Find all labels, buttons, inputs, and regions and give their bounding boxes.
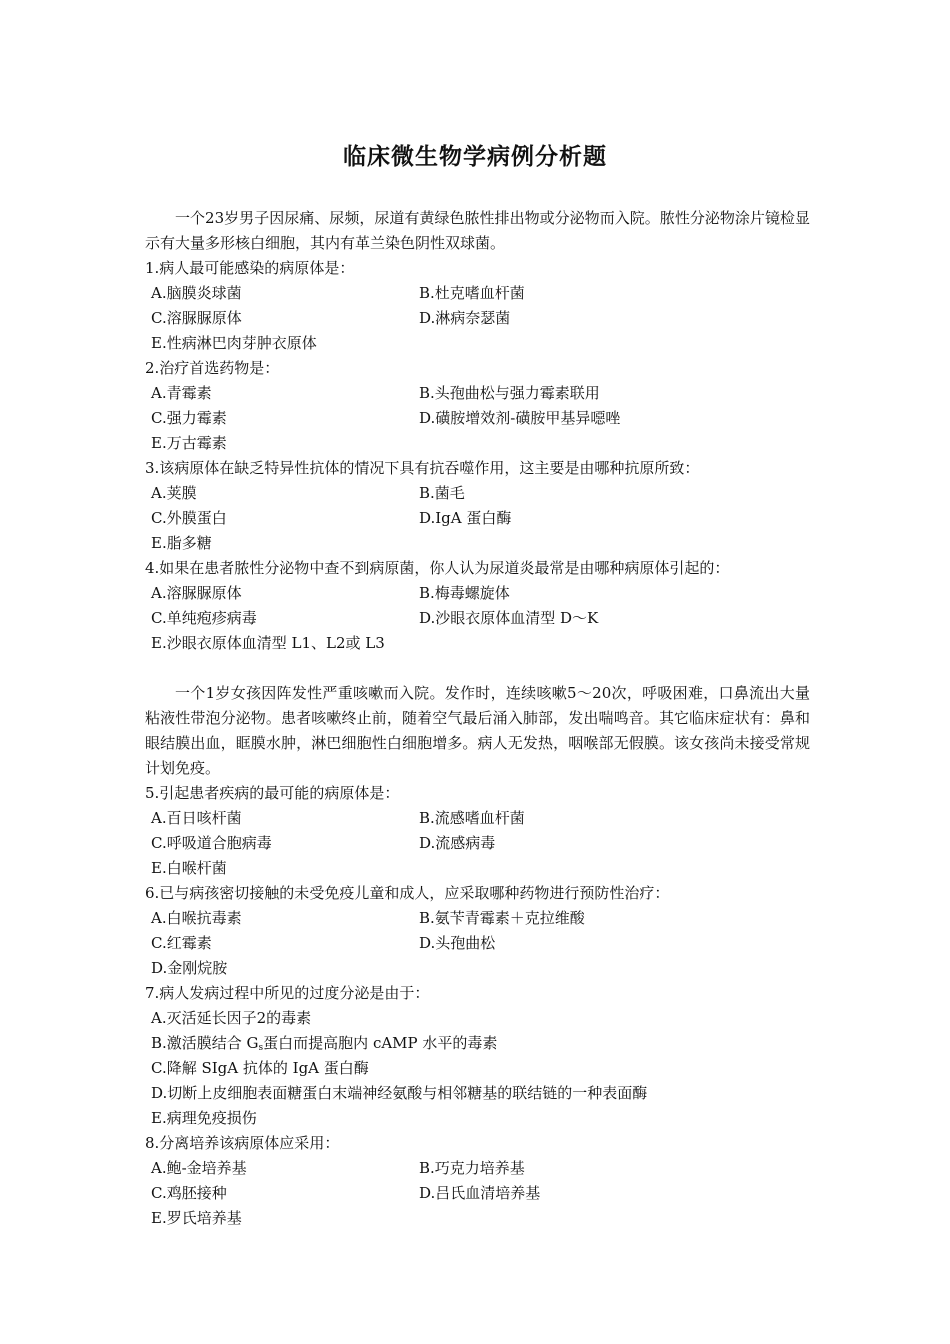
option-e: E.病理免疫损伤 [151, 1109, 257, 1127]
question-7: 7.病人发病过程中所见的过度分泌是由于： [145, 984, 430, 1002]
question-1-options [145, 281, 810, 356]
option-e: E.白喉杆菌 [151, 859, 227, 877]
option-e: E.罗氏培养基 [151, 1209, 242, 1227]
question-3-options [145, 481, 810, 556]
option-c: C.强力霉素 [151, 409, 227, 427]
question-5-options [145, 806, 810, 881]
document-body [145, 206, 810, 1231]
option-d: D.吕氏血清培养基 [419, 1184, 541, 1202]
option-d: D.流感病毒 [419, 834, 496, 852]
option-b: B.流感嗜血杆菌 [419, 809, 525, 827]
option-a: A.灭活延长因子2的毒素 [151, 1009, 312, 1027]
question-2-options [145, 381, 810, 456]
option-a: A.白喉抗毒素 [151, 909, 242, 927]
option-d: D.沙眼衣原体血清型 D～K [419, 609, 599, 627]
option-c: C.呼吸道合胞病毒 [151, 834, 272, 852]
question-6-options [145, 906, 810, 981]
option-b [151, 1031, 810, 1056]
option-a: A.青霉素 [151, 384, 212, 402]
option-a: A.百日咳杆菌 [151, 809, 242, 827]
question-5: 5.引起患者疾病的最可能的病原体是： [145, 784, 400, 802]
section-spacer [145, 656, 810, 681]
option-c: C.鸡胚接种 [151, 1184, 227, 1202]
option-a: A.脑膜炎球菌 [151, 284, 242, 302]
question-7-options [145, 1006, 810, 1131]
question-4-options [145, 581, 810, 656]
option-c: C.降解 SIgA 抗体的 IgA 蛋白酶 [151, 1059, 369, 1077]
option-b: B.菌毛 [419, 484, 465, 502]
question-8: 8.分离培养该病原体应采用： [145, 1134, 340, 1152]
option-d: D.IgA 蛋白酶 [419, 509, 512, 527]
option-c: C.单纯疱疹病毒 [151, 609, 257, 627]
option-d: D.切断上皮细胞表面糖蛋白末端神经氨酸与相邻糖基的联结链的一种表面酶 [151, 1084, 648, 1102]
option-c: C.溶脲脲原体 [151, 309, 242, 327]
option-a: A.鲍-金培养基 [151, 1159, 247, 1177]
option-b: B.杜克嗜血杆菌 [419, 284, 525, 302]
option-c: C.外膜蛋白 [151, 509, 227, 527]
option-d: D.头孢曲松 [419, 934, 496, 952]
question-2: 2.治疗首选药物是： [145, 359, 280, 377]
option-e: E.性病淋巴肉芽肿衣原体 [151, 334, 317, 352]
option-a: A.溶脲脲原体 [151, 584, 242, 602]
question-8-options [145, 1156, 810, 1231]
option-b-text-start: B.激活膜结合 G [151, 1034, 259, 1052]
option-e: E.脂多糖 [151, 534, 212, 552]
option-e: E.万古霉素 [151, 434, 227, 452]
option-c: C.红霉素 [151, 934, 212, 952]
option-d: D.磺胺增效剂-磺胺甲基异噁唑 [419, 409, 621, 427]
option-e: E.沙眼衣原体血清型 L1、L2或 L3 [151, 634, 385, 652]
question-4: 4.如果在患者脓性分泌物中查不到病原菌，你人认为尿道炎最常是由哪种病原体引起的： [145, 559, 730, 577]
question-1: 1.病人最可能感染的病原体是： [145, 259, 355, 277]
option-b-subscript: s [258, 1043, 264, 1053]
option-b: B.梅毒螺旋体 [419, 584, 510, 602]
case2-intro: 一个1岁女孩因阵发性严重咳嗽而入院。发作时，连续咳嗽5～20次，呼吸困难，口鼻流出大量粘液性带泡分泌物。患者咳嗽终止前，随着空气最后涌入肺部，发出喘鸣音。其它临床症状有：鼻和眼结膜出血，眶膜水肿，淋巴细胞性白细胞增多。病人无发热，咽喉部无假膜。该女孩尚未接受常规计划免疫。 [145, 684, 810, 777]
option-b: B.氨苄青霉素＋克拉维酸 [419, 909, 585, 927]
option-b-text-end: 蛋白而提高胞内 cAMP 水平的毒素 [263, 1034, 498, 1052]
case1-intro: 一个23岁男子因尿痛、尿频，尿道有黄绿色脓性排出物或分泌物而入院。脓性分泌物涂片镜检显示有大量多形核白细胞，其内有革兰染色阴性双球菌。 [145, 209, 810, 252]
option-a: A.荚膜 [151, 484, 197, 502]
question-3: 3.该病原体在缺乏特异性抗体的情况下具有抗吞噬作用，这主要是由哪种抗原所致： [145, 459, 700, 477]
option-b: B.头孢曲松与强力霉素联用 [419, 384, 600, 402]
question-6: 6.已与病孩密切接触的未受免疫儿童和成人，应采取哪种药物进行预防性治疗： [145, 884, 670, 902]
option-d: D.淋病奈瑟菌 [419, 309, 511, 327]
option-e: D.金刚烷胺 [151, 959, 228, 977]
option-b: B.巧克力培养基 [419, 1159, 525, 1177]
document-title: 临床微生物学病例分析题 [343, 144, 607, 170]
